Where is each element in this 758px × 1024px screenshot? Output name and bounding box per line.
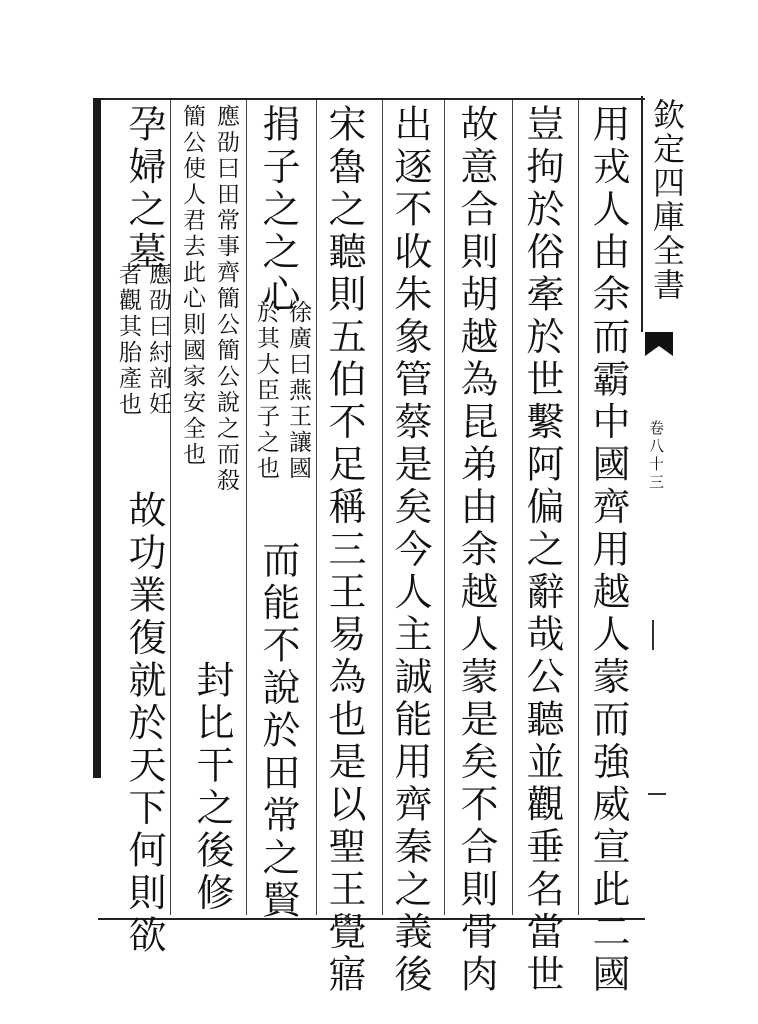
text-column-6-head: 捐子之之心	[256, 104, 300, 317]
text-column-8-head: 孕婦之墓	[122, 104, 166, 274]
margin-mark	[652, 620, 654, 650]
margin-mark	[648, 793, 666, 795]
left-margin-bar	[93, 98, 101, 778]
text-column-7-tail: 封比干之後修	[190, 660, 234, 915]
text-column-3: 故意合則胡越為昆弟由余越人蒙是矣不合則骨肉	[454, 104, 498, 997]
text-column-5: 宋魯之聽則五伯不足稱三王易為也是以聖王覺寤	[322, 104, 366, 997]
text-column-1: 用戎人由余而霸中國齊用越人蒙而強威宣此二國	[586, 104, 630, 997]
commentary-line: 於其大臣子之也	[253, 300, 279, 482]
text-column-6-tail: 而能不說於田常之賢	[256, 540, 300, 923]
column-rule	[170, 100, 171, 915]
text-column-2: 豈拘於俗牽於世繫阿偏之辭哉公聽並觀垂名當世	[520, 104, 564, 997]
column-rule	[578, 100, 579, 915]
text-column-8-tail: 故功業復就於天下何則欲	[122, 490, 166, 958]
text-column-4: 出逐不收朱象管蔡是矣今人主誠能用齊秦之義後	[388, 104, 432, 997]
commentary-line: 應劭曰田常事齊簡公簡公說之而殺	[213, 104, 239, 494]
book-title: 欽定四庫全書	[648, 98, 686, 302]
column-rule	[382, 100, 383, 915]
fish-tail-mark	[645, 332, 673, 362]
column-rule	[512, 100, 513, 915]
commentary-line: 徐廣曰燕王讓國	[285, 300, 311, 482]
column-rule	[444, 100, 445, 915]
commentary-line: 者觀其胎產也	[115, 262, 141, 418]
commentary-line: 應劭曰紂剖妊	[145, 262, 171, 418]
column-rule	[316, 100, 317, 915]
column-rule	[246, 100, 247, 915]
volume-label: 卷八十三	[647, 420, 665, 492]
commentary-line: 簡公使人君去此心則國家安全也	[179, 104, 205, 468]
